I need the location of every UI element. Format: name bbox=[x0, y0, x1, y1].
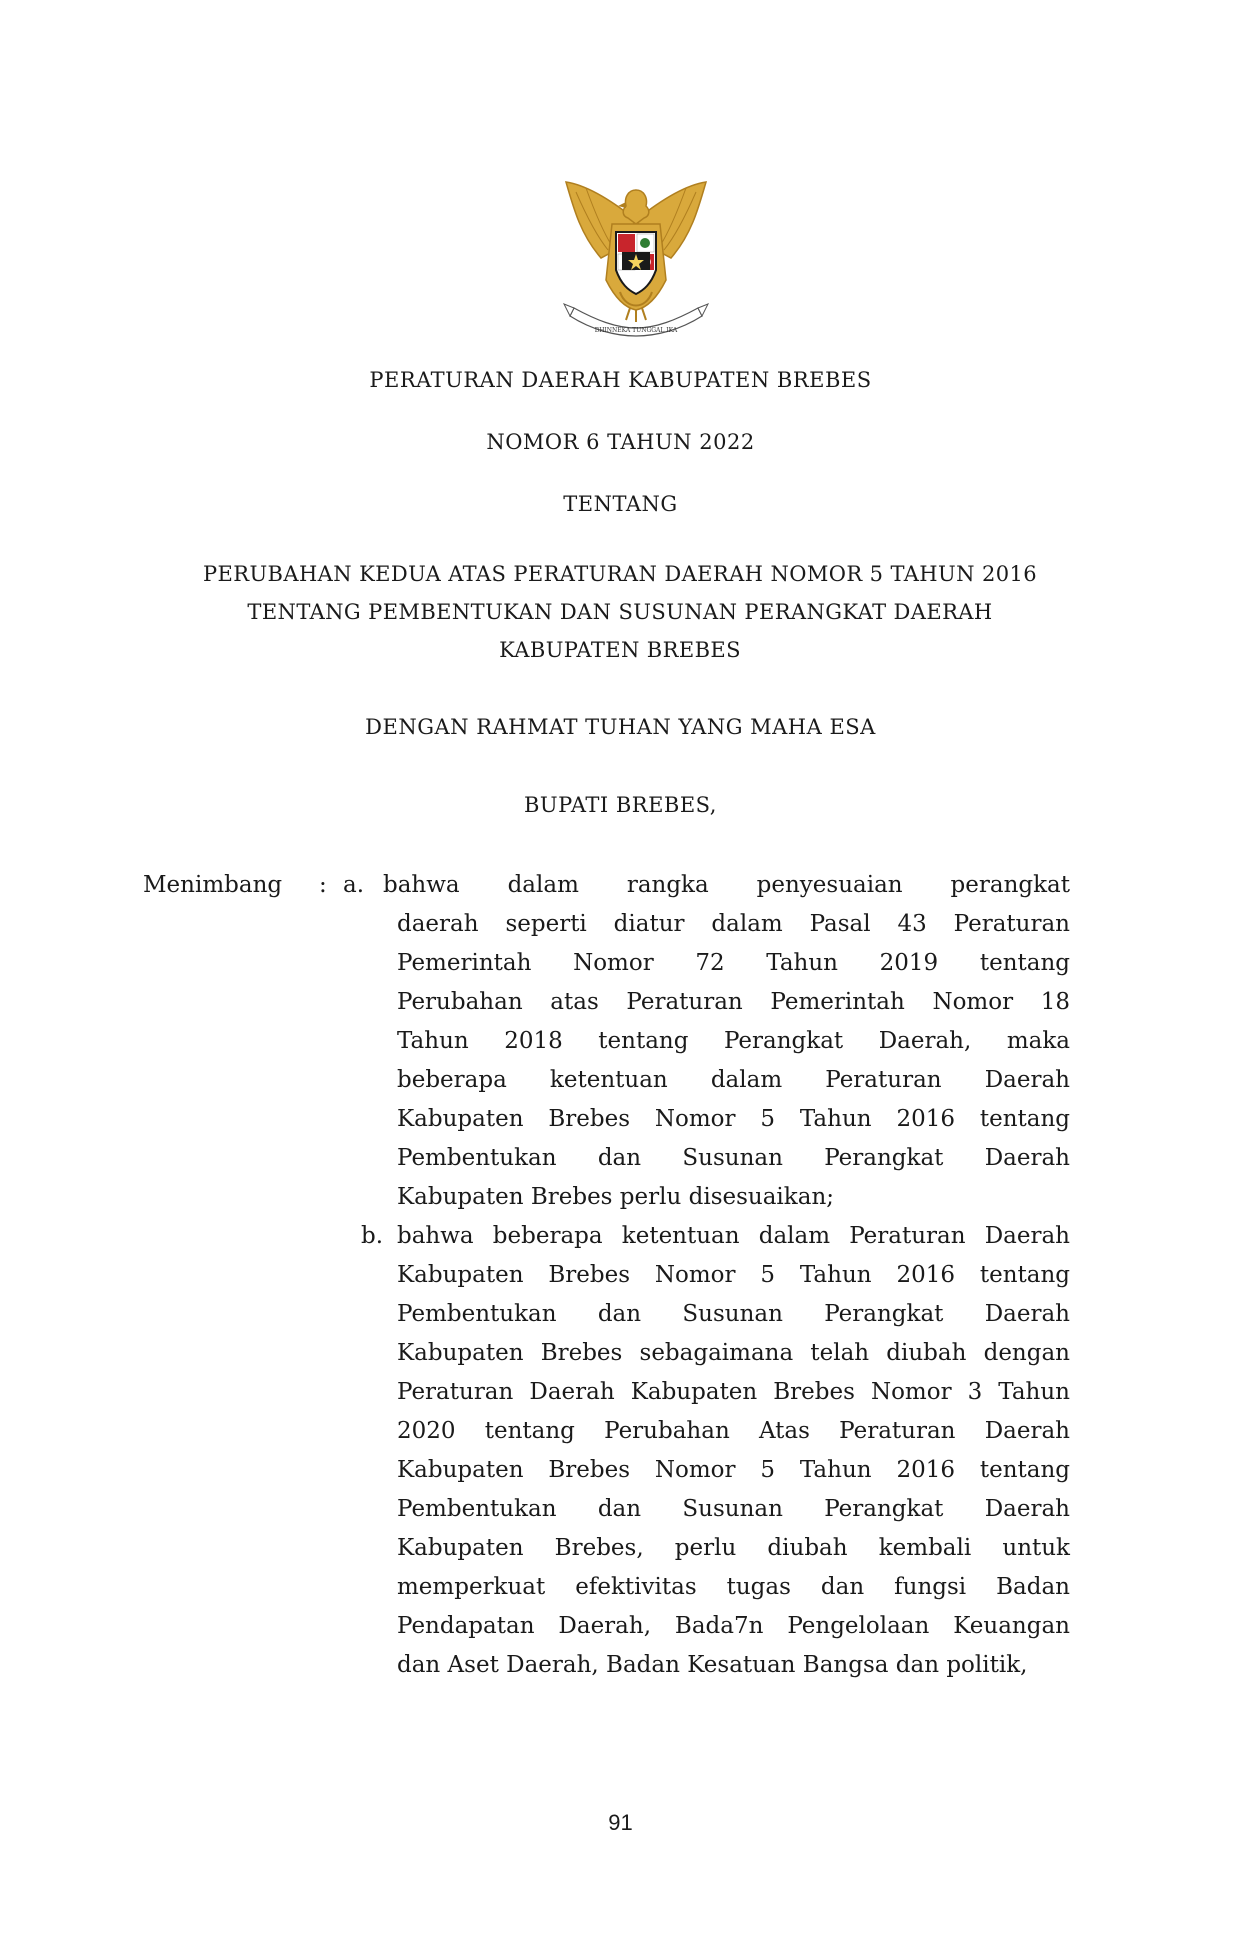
item-line: Pembentukan dan Susunan Perangkat Daerah bbox=[397, 1496, 1070, 1522]
item-line: Pembentukan dan Susunan Perangkat Daerah bbox=[397, 1145, 1070, 1171]
item-line: Pembentukan dan Susunan Perangkat Daerah bbox=[397, 1301, 1070, 1327]
item-a-text bbox=[383, 866, 1070, 905]
regulation-number: NOMOR 6 TAHUN 2022 bbox=[486, 430, 755, 454]
regulation-title bbox=[150, 555, 1090, 669]
item-line: Perubahan atas Peraturan Pemerintah Nomor 18 bbox=[397, 989, 1070, 1015]
item-a-text-continued bbox=[397, 905, 1070, 1217]
item-line: Tahun 2018 tentang Perangkat Daerah, maka bbox=[397, 1028, 1070, 1054]
garuda-emblem-icon bbox=[556, 180, 716, 340]
title-line: KABUPATEN BREBES bbox=[499, 638, 741, 662]
item-line: memperkuat efektivitas tugas dan fungsi Badan bbox=[397, 1574, 1070, 1600]
item-line: 2020 tentang Perubahan Atas Peraturan Daerah bbox=[397, 1418, 1070, 1444]
item-line: bahwa dalam rangka penyesuaian perangkat bbox=[383, 872, 1070, 898]
considering-label: Menimbang bbox=[143, 872, 283, 898]
item-line: Kabupaten Brebes Nomor 5 Tahun 2016 tentang bbox=[397, 1106, 1070, 1132]
item-line: Kabupaten Brebes sebagaimana telah diubah dengan bbox=[397, 1340, 1070, 1366]
item-b-letter: b. bbox=[361, 1223, 384, 1249]
authority-line: BUPATI BREBES, bbox=[524, 793, 717, 817]
item-line: Pemerintah Nomor 72 Tahun 2019 tentang bbox=[397, 950, 1070, 976]
item-line: Kabupaten Brebes Nomor 5 Tahun 2016 tentang bbox=[397, 1457, 1070, 1483]
item-line: Pendapatan Daerah, Bada7n Pengelolaan Keuangan bbox=[397, 1613, 1070, 1639]
emblem-motto: BHINNEKA TUNGGAL IKA bbox=[594, 327, 678, 334]
item-line: Peraturan Daerah Kabupaten Brebes Nomor 3 Tahun bbox=[397, 1379, 1070, 1405]
item-line: bahwa beberapa ketentuan dalam Peraturan Daerah bbox=[397, 1223, 1070, 1249]
item-line: Kabupaten Brebes Nomor 5 Tahun 2016 tentang bbox=[397, 1262, 1070, 1288]
item-line: Kabupaten Brebes perlu disesuaikan; bbox=[397, 1184, 834, 1210]
item-b-text bbox=[397, 1217, 1070, 1685]
blessing-line: DENGAN RAHMAT TUHAN YANG MAHA ESA bbox=[365, 715, 876, 739]
regulation-heading: PERATURAN DAERAH KABUPATEN BREBES bbox=[369, 368, 872, 392]
item-line: beberapa ketentuan dalam Peraturan Daerah bbox=[397, 1067, 1070, 1093]
page-number: 91 bbox=[608, 1810, 633, 1835]
title-line: PERUBAHAN KEDUA ATAS PERATURAN DAERAH NOMOR 5 TAHUN 2016 bbox=[202, 562, 1038, 586]
item-line: dan Aset Daerah, Badan Kesatuan Bangsa dan politik, bbox=[397, 1652, 1028, 1678]
item-line: Kabupaten Brebes, perlu diubah kembali untuk bbox=[397, 1535, 1070, 1561]
title-line: TENTANG PEMBENTUKAN DAN SUSUNAN PERANGKAT DAERAH bbox=[247, 600, 993, 624]
regulation-about-label: TENTANG bbox=[563, 492, 678, 516]
item-a-letter: a. bbox=[343, 872, 365, 898]
considering-colon: : bbox=[319, 872, 327, 898]
item-line: daerah seperti diatur dalam Pasal 43 Peraturan bbox=[397, 911, 1070, 937]
